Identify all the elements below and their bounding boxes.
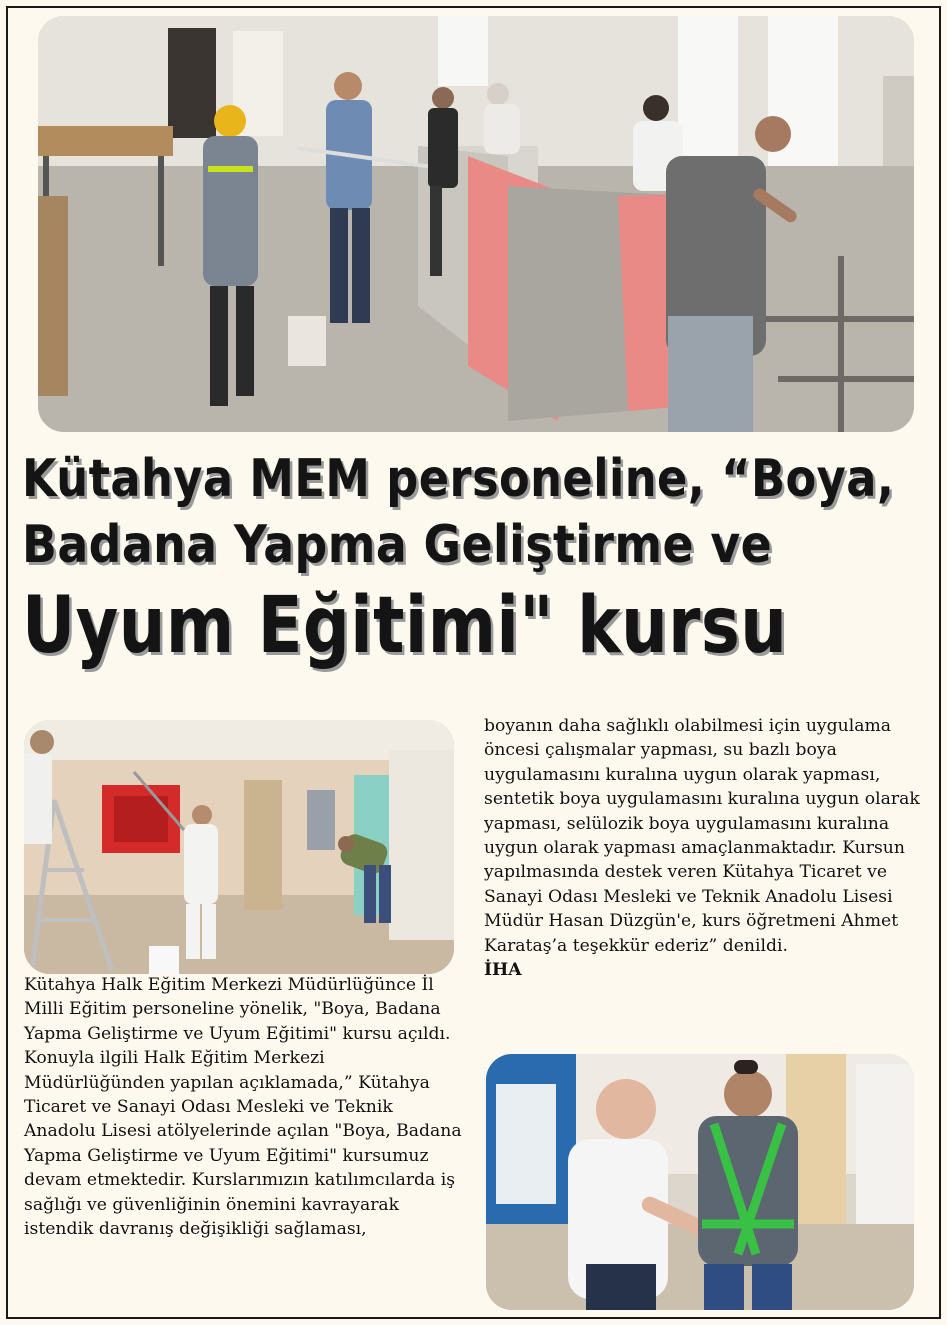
article-body-right: boyanın daha sağlıklı olabilmesi için uygulama öncesi çalışmalar yapması, su bazlı boya uygulamasını kuralına uygun olarak yapması, sentetik boya uygulamasını kuralına uygun olarak yapması, selülozik boya uygulamasını kuralına uygun olarak yapması amaçlanmaktadır. Kursun yapılmasında destek veren Kütahya Ticaret ve Sanayi Odası Mesleki ve Teknik Anadolu Lisesi Müdür Hasan Düzgün'e, kurs öğretmeni Ahmet Karataş’a teşekkür ederiz” denildi. xyxy=(484,716,920,956)
headline-line-3: Uyum Eğitimi" kursu xyxy=(22,581,788,671)
wall-painting-photo xyxy=(24,720,454,974)
headline-line-1: Kütahya MEM personeline, “Boya, xyxy=(22,449,895,509)
article-left-column xyxy=(24,973,464,1241)
safety-harness-photo xyxy=(486,1054,914,1310)
news-agency-credit: İHA xyxy=(484,960,522,981)
headline-line-2: Badana Yapma Geliştirme ve xyxy=(22,515,773,575)
article-body-left: Kütahya Halk Eğitim Merkezi Müdürlüğünce İl Milli Eğitim personeline yönelik, "Boya, Badana Yapma Geliştirme ve Uyum Eğitimi" kursu açıldı. Konuyla ilgili Halk Eğitim Merkezi Müdürlüğünden yapılan açıklamada,” Kütahya Ticaret ve Sanayi Odası Mesleki ve Teknik Anadolu Lisesi atölyelerinde açılan "Boya, Badana Yapma Geliştirme ve Uyum Eğitimi" kursumuz devam etmektedir. Kurslarımızın katılımcılarda iş sağlığı ve güvenliğinin önemini kavrayarak istendik davranış değişikliği sağlaması, xyxy=(24,975,462,1240)
newspaper-page xyxy=(6,6,941,1319)
article-right-column xyxy=(484,714,924,982)
painting-workshop-photo xyxy=(38,16,914,432)
